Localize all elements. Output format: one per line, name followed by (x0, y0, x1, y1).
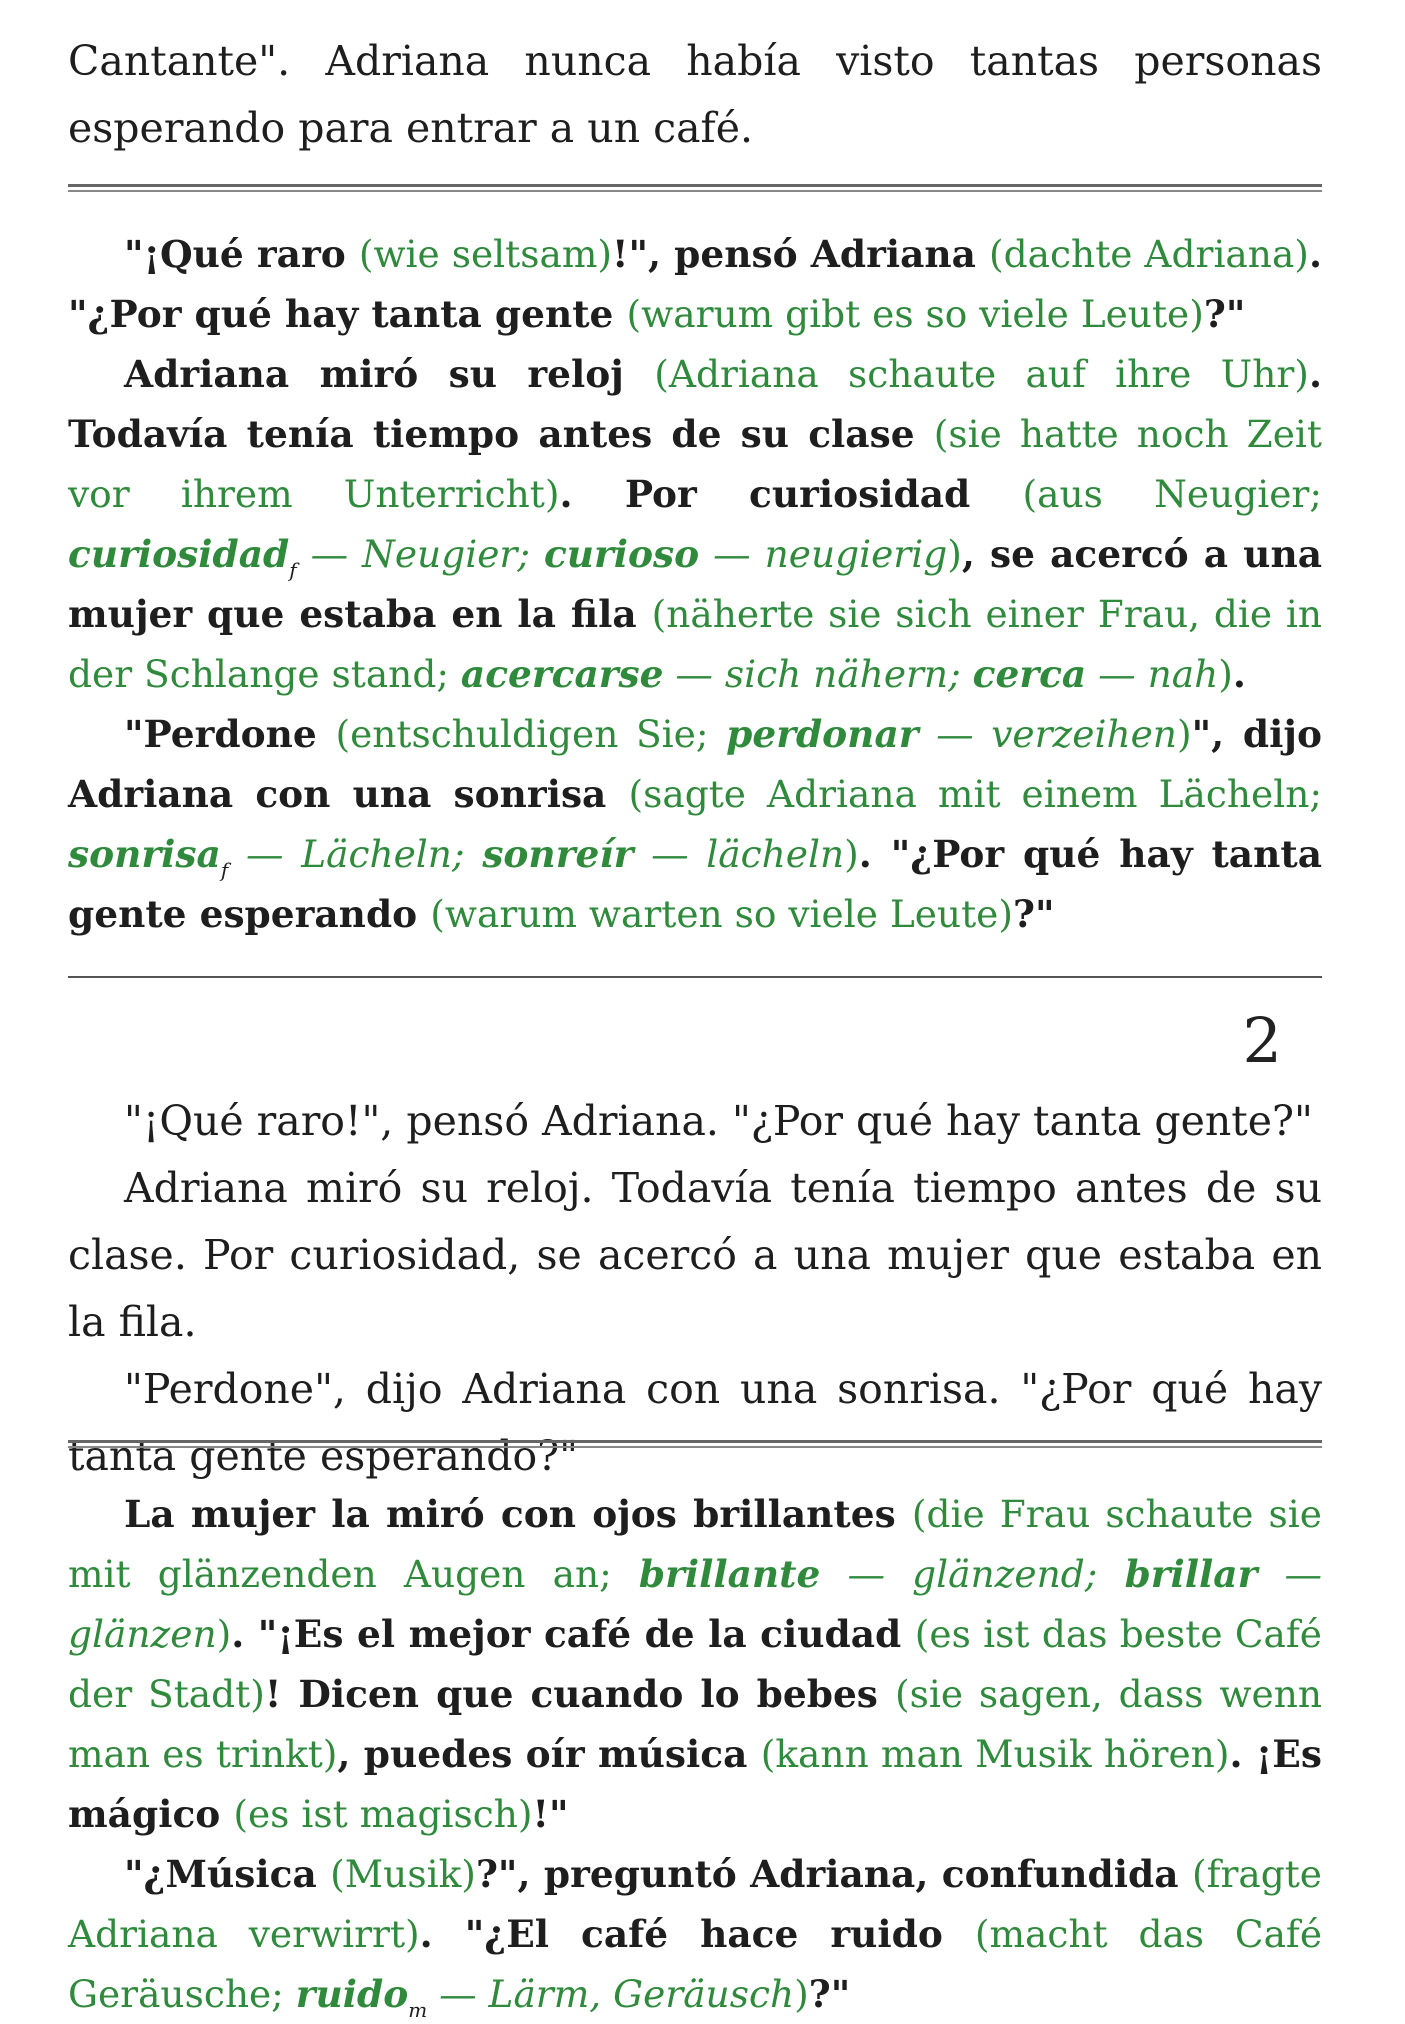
german-gloss-run: sonrisa (68, 832, 221, 876)
german-gloss-run: (aus Neugier; (1022, 472, 1322, 516)
german-gloss-run: (warum gibt es so viele Leute) (626, 292, 1204, 336)
spanish-text-run: ", dijo Adriana con una sonrisa (68, 712, 1322, 816)
section-number-block (68, 1004, 1322, 1077)
spanish-text-run: !", pensó Adriana (612, 232, 990, 276)
annotated-block-1 (68, 224, 1322, 944)
german-gloss-run: (es ist das beste Café der Stadt) (68, 1612, 1322, 1716)
german-gloss-run: (es ist magisch) (233, 1792, 533, 1836)
double-rule (68, 1440, 1322, 1448)
german-gloss-run: ruido (295, 1972, 409, 2016)
spanish-text-run: . Todavía tenía tiempo antes de su clase (68, 352, 1322, 456)
section-divider-single (68, 976, 1322, 978)
german-gloss-run: (fragte Adriana verwirrt) (68, 1852, 1322, 1956)
annotated-paragraph (68, 1844, 1322, 2024)
german-gloss-run: ) (947, 532, 962, 576)
single-rule (68, 976, 1322, 978)
annotated-block-2 (68, 1484, 1322, 2024)
german-gloss-run: (macht das Café Geräusche; (68, 1912, 1323, 2016)
german-gloss-run: ) (794, 1972, 809, 2016)
annotated-paragraph (68, 224, 1322, 344)
german-gloss-run: — nah (1086, 652, 1219, 696)
german-gloss-run: (wie seltsam) (358, 232, 613, 276)
spanish-text-run: . Por curiosidad (559, 472, 1023, 516)
spanish-text-run: ?" (1012, 892, 1055, 936)
german-gloss-run: — Neugier; (296, 532, 544, 576)
german-gloss-run: curioso (543, 532, 700, 576)
plain-paragraph: "Perdone", dijo Adriana con una sonrisa. "¿Por qué hay tanta gente esperando?" (68, 1365, 1322, 1480)
section-number: 2 (1242, 1004, 1282, 1077)
spanish-text-run: ! Dicen que cuando lo bebes (264, 1672, 895, 1716)
german-gloss-run: (dachte Adriana) (989, 232, 1309, 276)
annotated-paragraph (68, 1484, 1322, 1844)
german-gloss-run: brillante (638, 1552, 821, 1596)
top-paragraph-block (68, 28, 1322, 162)
spanish-text-run: ?" (808, 1972, 851, 2016)
plain-block-2 (68, 1088, 1322, 1490)
german-gloss-run: — sich nähern; (663, 652, 973, 696)
german-gloss-run: (kann man Musik hören) (760, 1732, 1230, 1776)
spanish-text-run: "¡Qué raro (124, 232, 359, 276)
spanish-text-run: . "¡Es el mejor café de la ciudad (231, 1612, 915, 1656)
german-gloss-run: ) (1218, 652, 1233, 696)
german-gloss-run: — glänzend; (820, 1552, 1125, 1596)
german-gloss-run: — verzeihen (918, 712, 1177, 756)
german-gloss-run: (sie sagen, dass wenn man es trinkt) (68, 1672, 1323, 1776)
german-gloss-run: sonreír (482, 832, 634, 876)
spanish-text-run: Adriana miró su reloj (124, 352, 655, 396)
spanish-text-run: "Perdone (124, 712, 336, 756)
spanish-text-run: , puedes oír música (337, 1732, 761, 1776)
german-gloss-run: ) (1176, 712, 1192, 756)
spanish-text-run: , se acercó a una mujer que estaba en la fila (68, 532, 1323, 636)
plain-paragraph: Adriana miró su reloj. Todavía tenía tiempo antes de su clase. Por curiosidad, se acercó a una mujer que estaba en la fila. (68, 1164, 1322, 1346)
spanish-text-run: ?" (1203, 292, 1246, 336)
spanish-text-run: . "¿Por qué hay tanta gente esperando (68, 832, 1322, 936)
spanish-text-run: . "¿Por qué hay tanta gente (68, 232, 1322, 336)
section-divider-double-2 (68, 1440, 1322, 1448)
german-gloss-run: ) (216, 1612, 232, 1656)
spanish-text-run: . "¿El café hace ruido (419, 1912, 975, 1956)
german-gloss-run: (warum warten so viele Leute) (430, 892, 1013, 936)
german-gloss-run: brillar (1124, 1552, 1258, 1596)
spanish-text-run: . (1232, 652, 1246, 696)
german-gloss-run: (näherte sie sich einer Frau, die in der Schlange stand; (68, 592, 1322, 696)
section-divider-double-1 (68, 184, 1322, 192)
gender-marker: f (289, 558, 297, 582)
annotated-paragraph (68, 344, 1322, 704)
german-gloss-run: — lächeln (633, 832, 845, 876)
gender-marker: m (408, 1998, 428, 2022)
spanish-text-run: ?", preguntó Adriana, confundida (475, 1852, 1192, 1896)
german-gloss-run: — Lächeln; (228, 832, 483, 876)
spanish-text-run: La mujer la miró con ojos brillantes (124, 1492, 912, 1536)
plain-paragraph: "¡Qué raro!", pensó Adriana. "¿Por qué hay tanta gente?" (124, 1097, 1313, 1145)
german-gloss-run: cerca (972, 652, 1087, 696)
german-gloss-run: (Musik) (330, 1852, 476, 1896)
german-gloss-run: (sie hatte noch Zeit vor ihrem Unterricht) (68, 412, 1322, 516)
german-gloss-run: acercarse (460, 652, 664, 696)
german-gloss-run: (entschuldigen Sie; (335, 712, 727, 756)
german-gloss-run: — Lärm, Geräusch (427, 1972, 795, 2016)
german-gloss-run: curiosidad (68, 532, 290, 576)
paragraph-continuation: Cantante". Adriana nunca había visto tantas personas esperando para entrar a un café. (68, 37, 1322, 152)
german-gloss-run: (Adriana schaute auf ihre Uhr) (654, 352, 1309, 396)
double-rule (68, 184, 1322, 192)
german-gloss-run: — neugierig (699, 532, 948, 576)
gender-marker: f (220, 858, 229, 882)
german-gloss-run: (sagte Adriana mit einem Lächeln; (628, 772, 1322, 816)
spanish-text-run: . ¡Es mágico (68, 1732, 1322, 1836)
annotated-paragraph (68, 704, 1322, 944)
german-gloss-run: ) (844, 832, 859, 876)
german-gloss-run: perdonar (726, 712, 919, 756)
spanish-text-run: !" (532, 1792, 569, 1836)
german-gloss-run: — glänzen (68, 1552, 1323, 1656)
spanish-text-run: "¿Música (124, 1852, 331, 1896)
german-gloss-run: (die Frau schaute sie mit glänzenden Augen an; (68, 1492, 1322, 1596)
